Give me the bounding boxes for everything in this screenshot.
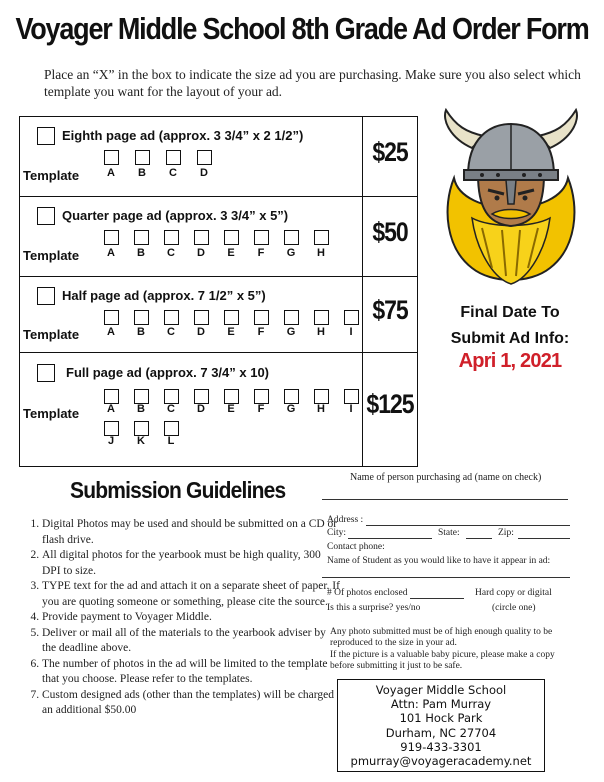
template-letter: I xyxy=(349,403,353,415)
ad-size-label: Quarter page ad (approx. 3 3/4” x 5”) xyxy=(62,208,289,223)
template-checkbox-i[interactable] xyxy=(344,389,359,404)
template-checkbox-b[interactable] xyxy=(134,389,149,404)
ad-size-checkbox-eighth[interactable] xyxy=(37,127,55,145)
template-letter: A xyxy=(107,403,115,415)
template-label: Template xyxy=(23,327,80,342)
address-line: Voyager Middle School xyxy=(375,683,507,697)
ad-size-checkbox-quarter[interactable] xyxy=(37,207,55,225)
template-letter: D xyxy=(197,326,205,338)
guideline-item: 6. The number of photos in the ad will be limited to the template that you choose. Please refer to the templates. xyxy=(42,657,342,688)
template-letter: G xyxy=(286,326,296,338)
template-letter: E xyxy=(227,403,235,415)
template-checkbox-k[interactable] xyxy=(134,421,149,436)
template-letter: H xyxy=(317,326,325,338)
template-letter: J xyxy=(107,435,115,447)
template-letter: B xyxy=(137,326,145,338)
template-checkbox-h[interactable] xyxy=(314,310,329,325)
guideline-item: 2. All digital photos for the yearbook must be high quality, 300 DPI to size. xyxy=(42,548,342,579)
template-letter: C xyxy=(167,326,175,338)
template-letter: F xyxy=(257,247,265,259)
purchaser-name-field[interactable] xyxy=(322,499,568,500)
template-checkbox-e[interactable] xyxy=(224,389,239,404)
state-field[interactable] xyxy=(466,538,492,539)
template-checkbox-a[interactable] xyxy=(104,150,119,165)
template-letter: C xyxy=(167,247,175,259)
template-checkbox-g[interactable] xyxy=(284,389,299,404)
template-checkbox-d[interactable] xyxy=(194,230,209,245)
template-letter: B xyxy=(137,247,145,259)
template-checkbox-i[interactable] xyxy=(344,310,359,325)
template-letter: I xyxy=(349,326,353,338)
student-name-field[interactable] xyxy=(322,577,570,578)
ad-size-table xyxy=(19,116,418,467)
template-checkbox-l[interactable] xyxy=(164,421,179,436)
address-line: Durham, NC 27704 xyxy=(385,725,497,740)
guidelines-list xyxy=(22,517,342,719)
guideline-item: 5. Deliver or mail all of the materials to the yearbook adviser by the deadline above. xyxy=(42,626,342,657)
template-checkbox-a[interactable] xyxy=(104,230,119,245)
viking-mascot-icon xyxy=(432,108,590,288)
template-letter: D xyxy=(197,403,205,415)
guideline-item: 4. Provide payment to Voyager Middle. xyxy=(42,610,342,626)
instructions: Place an “X” in the box to indicate the size ad you are purchasing. Make sure you also select which template you want for the layout of your ad. xyxy=(44,67,581,99)
price-label: $25 xyxy=(372,136,408,167)
template-checkbox-f[interactable] xyxy=(254,230,269,245)
phone-label: Contact phone: xyxy=(327,542,385,552)
template-checkbox-j[interactable] xyxy=(104,421,119,436)
template-letter: E xyxy=(227,247,235,259)
template-checkbox-a[interactable] xyxy=(104,389,119,404)
template-letter: A xyxy=(107,167,115,179)
surprise-label[interactable]: Is this a surprise? yes/no xyxy=(327,603,421,613)
price-label: $50 xyxy=(372,216,408,247)
template-checkbox-c[interactable] xyxy=(164,389,179,404)
contact-email: pmurray@voyageracademy.net xyxy=(350,754,532,769)
template-checkbox-d[interactable] xyxy=(197,150,212,165)
state-label: State: xyxy=(438,528,460,538)
zip-field[interactable] xyxy=(518,538,570,539)
mailing-address-box xyxy=(337,679,545,772)
template-checkbox-h[interactable] xyxy=(314,230,329,245)
city-field[interactable] xyxy=(348,538,432,539)
template-letter: G xyxy=(286,403,296,415)
student-name-label: Name of Student as you would like to have it appear in ad: xyxy=(327,556,551,566)
final-date-subheading: Submit Ad Info: xyxy=(450,330,570,347)
template-checkbox-e[interactable] xyxy=(224,310,239,325)
ad-row-quarter xyxy=(20,197,417,277)
template-letter: C xyxy=(167,403,175,415)
template-checkbox-a[interactable] xyxy=(104,310,119,325)
ad-size-label: Eighth page ad (approx. 3 3/4” x 2 1/2”) xyxy=(62,128,304,143)
template-checkbox-d[interactable] xyxy=(194,389,209,404)
final-date-heading: Final Date To xyxy=(460,304,560,321)
price-label: $125 xyxy=(366,388,414,419)
template-letter: B xyxy=(137,403,145,415)
template-checkbox-b[interactable] xyxy=(135,150,150,165)
template-checkbox-b[interactable] xyxy=(134,230,149,245)
template-checkbox-f[interactable] xyxy=(254,389,269,404)
template-letter: F xyxy=(257,326,265,338)
template-letter: K xyxy=(137,435,145,447)
page-title: Voyager Middle School 8th Grade Ad Order Form xyxy=(15,12,589,46)
template-checkbox-f[interactable] xyxy=(254,310,269,325)
template-letter: A xyxy=(107,326,115,338)
address-line: 919-433-3301 xyxy=(400,739,482,754)
address-line: Attn: Pam Murray xyxy=(390,697,492,712)
template-letter: D xyxy=(200,167,208,179)
template-letter: B xyxy=(138,167,146,179)
ad-row-full xyxy=(20,353,417,468)
hard-copy-label: Hard copy or digital xyxy=(475,588,552,598)
template-letter: A xyxy=(107,247,115,259)
template-letter: G xyxy=(286,247,296,259)
photos-count-label: # Of photos enclosed xyxy=(327,588,408,598)
city-label: City: xyxy=(327,528,347,538)
template-label: Template xyxy=(23,406,80,421)
template-checkbox-c[interactable] xyxy=(166,150,181,165)
final-date: Apri 1, 2021 xyxy=(458,350,562,372)
guideline-item: 1. Digital Photos may be used and should be submitted on a CD or flash drive. xyxy=(42,517,342,548)
ad-size-checkbox-full[interactable] xyxy=(37,364,55,382)
guideline-item: 3. TYPE text for the ad and attach it on a separate sheet of paper. If you are quoting someone or something, please cite the source. xyxy=(42,579,342,610)
template-letter: C xyxy=(169,167,177,179)
template-label: Template xyxy=(23,248,80,263)
price-label: $75 xyxy=(372,294,408,325)
photos-count-field[interactable] xyxy=(410,598,464,599)
template-letter: F xyxy=(257,403,265,415)
ad-row-half xyxy=(20,277,417,353)
guideline-item: 7. Custom designed ads (other than the templates) will be charged an additional $50.00 xyxy=(42,688,342,719)
template-letter: L xyxy=(167,435,175,447)
template-letter: H xyxy=(317,247,325,259)
ad-size-label: Half page ad (approx. 7 1/2” x 5”) xyxy=(62,288,266,303)
ad-row-eighth xyxy=(20,117,417,197)
template-checkbox-b[interactable] xyxy=(134,310,149,325)
address-field[interactable] xyxy=(366,525,570,526)
address-line: 101 Hock Park xyxy=(399,711,483,726)
zip-label: Zip: xyxy=(498,528,514,538)
guidelines-title: Submission Guidelines xyxy=(70,478,286,504)
template-checkbox-c[interactable] xyxy=(164,310,179,325)
circle-one-label: (circle one) xyxy=(492,603,536,613)
template-letter: D xyxy=(197,247,205,259)
photo-quality-note: Any photo submitted must be of high enough quality to be reproduced to the size in your ad. xyxy=(330,627,553,648)
purchaser-label: Name of person purchasing ad (name on check) xyxy=(350,472,542,483)
ad-size-checkbox-half[interactable] xyxy=(37,287,55,305)
template-checkbox-d[interactable] xyxy=(194,310,209,325)
ad-size-label: Full page ad (approx. 7 3/4” x 10) xyxy=(66,365,270,380)
template-checkbox-c[interactable] xyxy=(164,230,179,245)
template-checkbox-e[interactable] xyxy=(224,230,239,245)
template-label: Template xyxy=(23,168,80,183)
template-checkbox-g[interactable] xyxy=(284,310,299,325)
baby-picture-note: If the picture is a valuable baby picure, please make a copy before submitting it just to be safe. xyxy=(330,650,555,671)
template-checkbox-h[interactable] xyxy=(314,389,329,404)
template-checkbox-g[interactable] xyxy=(284,230,299,245)
template-letter: E xyxy=(227,326,235,338)
template-letter: H xyxy=(317,403,325,415)
address-label: Address : xyxy=(327,515,364,525)
